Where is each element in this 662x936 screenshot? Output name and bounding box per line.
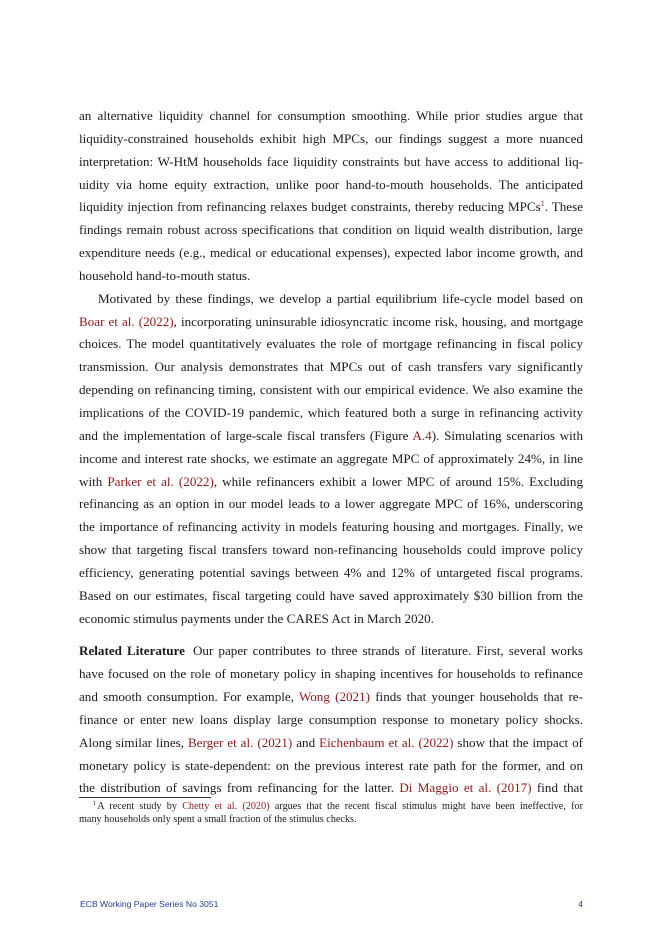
- text-line: [79, 471, 583, 494]
- text-line: choices. The model quantitatively evaluates the role of mortgage refinancing in fiscal policy: [79, 336, 583, 352]
- text-segment: and smooth consumption. For example,: [79, 689, 299, 705]
- text-segment: and: [292, 734, 320, 750]
- text-segment: , while refinancers exhibit a lower MPC of around 15%. Excluding: [213, 473, 583, 489]
- text-segment: argues that the recent fiscal stimulus might have been ineffective, for: [269, 801, 584, 812]
- text-line: [79, 686, 583, 709]
- citation-year-link-chetty[interactable]: (2020): [242, 801, 270, 812]
- text-line: depending on refinancing timing, consistent with our empirical evidence. We also examine the: [79, 382, 583, 398]
- text-line: interpretation: W-HtM households face liquidity constraints but have access to additional liq-: [79, 153, 583, 169]
- text-line: Motivated by these findings, we develop a partial equilibrium life-cycle model based on: [98, 290, 583, 306]
- footnote-separator-rule: [79, 797, 211, 798]
- text-line: income and interest rate shocks, we estimate an aggregate MPC of approximately 24%, in line: [79, 450, 583, 466]
- citation-link-boar[interactable]: Boar et al.: [79, 313, 135, 329]
- citation-link-chetty[interactable]: Chetty et al.: [182, 801, 238, 812]
- figure-ref-link[interactable]: A.4: [412, 427, 432, 443]
- text-segment: finds that younger households that re-: [370, 689, 583, 705]
- citation-year-link-parker[interactable]: (2022): [178, 473, 214, 489]
- text-line: [79, 311, 583, 334]
- text-segment: . These: [544, 199, 584, 215]
- text-segment: , incorporating uninsurable idiosyncratic income risk, housing, and mortgage: [173, 313, 584, 329]
- text-segment: find that: [531, 780, 583, 796]
- footnote-line: [79, 800, 583, 813]
- text-segment: ). Simulating scenarios with: [431, 427, 583, 443]
- text-line: the importance of refinancing activity in models featuring housing and mortgages. Finally, we: [79, 519, 583, 535]
- text-segment: the distribution of savings from refinancing for the latter.: [79, 780, 400, 796]
- text-line: economic stimulus payments under the CARES Act in March 2020.: [79, 610, 434, 626]
- text-line: show that targeting fiscal transfers toward non-refinancing households could improve policy: [79, 542, 583, 558]
- text-line: [79, 640, 583, 663]
- citation-link-di-maggio[interactable]: Di Maggio et al. (2017): [399, 780, 532, 796]
- text-line: implications of the COVID-19 pandemic, which featured both a surge in refinancing activity: [79, 404, 583, 420]
- text-segment: and the implementation of large-scale fiscal transfers (Figure: [79, 427, 413, 443]
- text-line: findings remain robust across specifications that condition on liquid wealth distribution, large: [79, 222, 583, 238]
- citation-link-parker[interactable]: Parker et al.: [107, 473, 174, 489]
- text-line: efficiency, generating potential savings between 4% and 12% of untargeted fiscal programs.: [79, 564, 583, 580]
- text-line: monetary policy is state-dependent: on the previous interest rate path for the former, and on: [79, 757, 583, 773]
- text-segment: with: [79, 473, 108, 489]
- text-line: have focused on the role of monetary policy in shaping incentives for households to refinance: [79, 666, 583, 682]
- text-segment: show that the impact of: [453, 734, 583, 750]
- citation-link-wong[interactable]: Wong (2021): [298, 689, 370, 705]
- citation-link-berger[interactable]: Berger et al. (2021): [187, 734, 293, 750]
- text-segment: A recent study by: [97, 801, 183, 812]
- citation-year-link-boar[interactable]: (2022): [138, 313, 174, 329]
- text-line: expenditure needs (e.g., medical or educational expenses), expected labor income growth, and: [79, 245, 583, 261]
- text-segment: Our paper contributes to three strands of literature. First, several works: [192, 643, 583, 659]
- footnote-ref-link[interactable]: 1: [540, 199, 545, 209]
- citation-link-eichenbaum[interactable]: Eichenbaum et al. (2022): [319, 734, 454, 750]
- working-paper-series-label: ECB Working Paper Series No 3051: [80, 899, 219, 909]
- text-line: uidity via home equity extraction, unlike poor hand-to-mouth households. The anticipated: [79, 176, 583, 192]
- text-line: [79, 196, 583, 219]
- text-segment: liquidity injection from refinancing relaxes budget constraints, thereby reducing MPCs: [79, 199, 541, 215]
- text-line: an alternative liquidity channel for consumption smoothing. While prior studies argue that: [79, 108, 583, 123]
- text-line: [79, 425, 583, 448]
- page-body: [79, 105, 583, 800]
- text-line: household hand-to-mouth status.: [79, 267, 251, 283]
- footnote-line: many households only spent a small fraction of the stimulus checks.: [79, 814, 357, 826]
- section-gap: [79, 630, 583, 640]
- text-line: liquidity-constrained households exhibit high MPCs, our findings suggest a more nuanced: [79, 130, 583, 146]
- text-line: finance or enter new loans display large consumption response to monetary policy shocks.: [79, 711, 583, 727]
- text-line: transmission. Our analysis demonstrates that MPCs out of cash transfers vary significantly: [79, 359, 583, 375]
- section-heading-related-literature: Related Literature: [79, 643, 185, 659]
- text-line: Based on our estimates, fiscal targeting could have saved approximately $30 billion from the: [79, 587, 583, 603]
- page-number: 4: [578, 899, 583, 909]
- paragraph-model-summary: [79, 288, 583, 631]
- paragraph-related-literature: [79, 640, 583, 800]
- footnote-1: [79, 800, 583, 826]
- text-line: refinancing as an option in our model leads to a lower aggregate MPC of 16%, underscoring: [79, 496, 583, 512]
- footnote-number: 1: [93, 800, 97, 807]
- text-line: [79, 732, 583, 755]
- paragraph-intro-continuation: [79, 105, 583, 288]
- page-footer: [80, 899, 583, 913]
- text-segment: Along similar lines,: [79, 734, 188, 750]
